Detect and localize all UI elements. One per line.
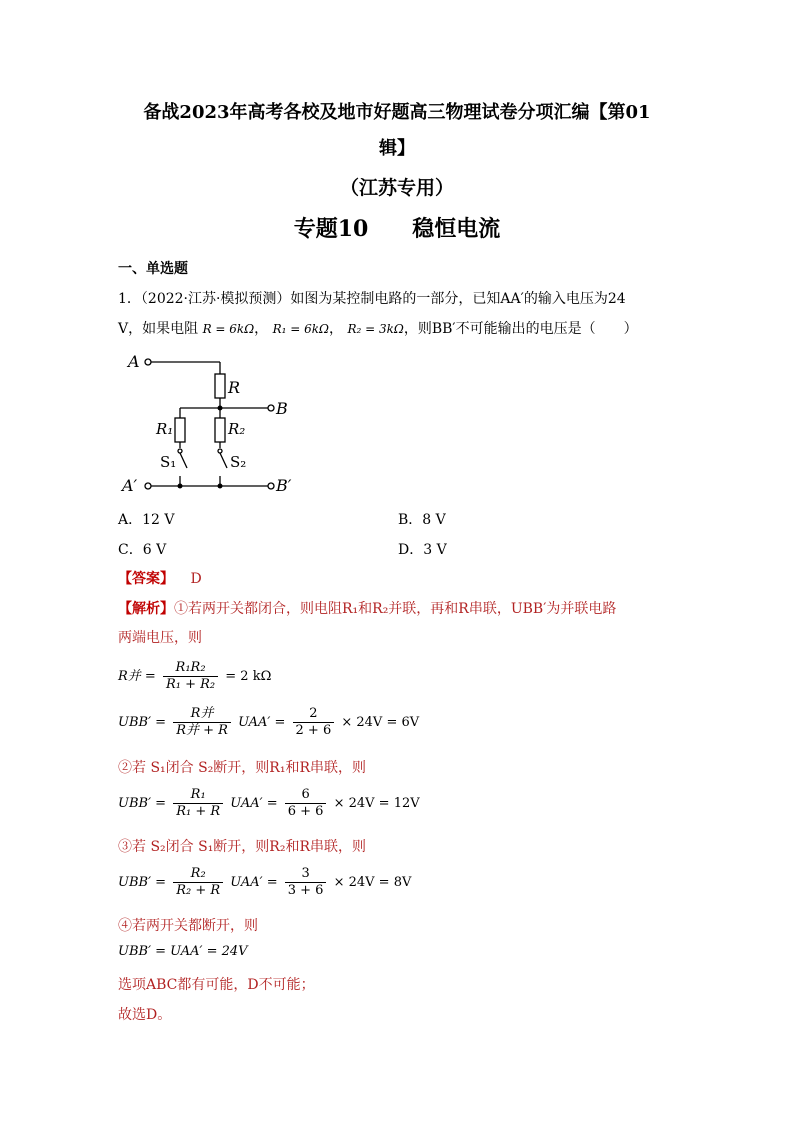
sep-2: ， (329, 321, 343, 337)
formula-3 (118, 787, 420, 820)
formula-1 (118, 660, 271, 693)
question-line-2-post: ，则BB′不可能输出的电压是（ ） (403, 321, 638, 337)
r-value: R = 6kΩ (202, 322, 255, 336)
f4-lhs: UBB′ = (118, 875, 167, 890)
label-r2: R₂ (228, 420, 246, 438)
question-line-2 (118, 314, 738, 344)
label-s2: S₂ (230, 453, 247, 471)
f2-num2: 2 (293, 706, 335, 723)
option-a: A．12 V (118, 512, 175, 528)
f4-den: R₂ + R (176, 883, 221, 898)
f2-rhs: × 24V = 6V (341, 715, 420, 730)
f2-lhs: UBB′ = (118, 715, 167, 730)
analysis-line-1 (118, 598, 678, 618)
analysis-tag: 【解析】 (118, 601, 174, 617)
f3-frac-2 (285, 787, 327, 820)
f1-frac (163, 660, 218, 693)
f2-num: R并 (173, 706, 231, 723)
option-b: B．8 V (398, 512, 446, 528)
r1-value: R₁ = 6kΩ (272, 322, 329, 336)
option-d: D．3 V (398, 542, 447, 558)
f2-mid: UAA′ = (238, 715, 286, 730)
f3-rhs: × 24V = 12V (333, 796, 420, 811)
topic-heading: 专题10 稳恒电流 (293, 216, 501, 242)
formula-4 (118, 866, 411, 899)
sep-1: ， (254, 321, 269, 337)
f3-frac-1 (173, 787, 223, 820)
f4-num: R₂ (173, 866, 223, 883)
question-line-1: 1．（2022·江苏·模拟预测）如图为某控制电路的一部分，已知AA′的输入电压为24 (118, 291, 626, 307)
formula-2 (118, 706, 419, 739)
f4-rhs: × 24V = 8V (333, 875, 412, 890)
analysis-p2: ②若 S₁闭合 S₂断开，则R₁和R串联，则 (118, 760, 367, 776)
answer-line (118, 568, 202, 588)
f3-den: R₁ + R (176, 804, 221, 819)
answer-tag: 【答案】 (118, 571, 174, 587)
label-a: A (128, 352, 140, 371)
section-label: 一、单选题 (118, 261, 188, 277)
option-c: C．6 V (118, 542, 167, 558)
r2-value: R₂ = 3kΩ (347, 322, 404, 336)
f4-frac-2 (285, 866, 327, 899)
formula-5: UBB′ = UAA′ = 24V (118, 944, 248, 959)
f4-frac-1 (173, 866, 223, 899)
title-line-1: 备战2023年高考各校及地市好题高三物理试卷分项汇编【第01 (143, 102, 651, 123)
f3-lhs: UBB′ = (118, 796, 167, 811)
f1-lhs: R并 = (118, 669, 156, 684)
answer-value: D (190, 571, 202, 587)
label-r1: R₁ (156, 420, 174, 438)
f2-den2: 2 + 6 (295, 723, 332, 738)
f2-den: R并 + R (176, 723, 228, 738)
f3-num2: 6 (285, 787, 327, 804)
circuit-diagram (118, 348, 318, 498)
analysis-p1: ①若两开关都闭合，则电阻R₁和R₂并联，再和R串联，UBB′为并联电路 (174, 601, 617, 617)
label-b-prime: B′ (276, 476, 292, 495)
analysis-p3: ③若 S₂闭合 S₁断开，则R₂和R串联，则 (118, 839, 367, 855)
label-s1: S₁ (160, 453, 177, 471)
f1-num: R₁R₂ (163, 660, 218, 677)
label-b: B (276, 399, 288, 418)
analysis-p4: ④若两开关都断开，则 (118, 918, 258, 934)
f4-num2: 3 (285, 866, 327, 883)
analysis-p1b: 两端电压，则 (118, 630, 202, 646)
f2-frac-1 (173, 706, 231, 739)
analysis-p5: 选项ABC都有可能，D不可能； (118, 977, 315, 993)
f3-mid: UAA′ = (230, 796, 278, 811)
f1-rhs: = 2 kΩ (225, 669, 272, 684)
f3-num: R₁ (173, 787, 223, 804)
f4-mid: UAA′ = (230, 875, 278, 890)
label-a-prime: A′ (122, 476, 138, 495)
f3-den2: 6 + 6 (287, 804, 324, 819)
question-line-2-pre: V，如果电阻 (118, 321, 199, 337)
label-r: R (228, 378, 241, 397)
f1-den: R₁ + R₂ (165, 677, 216, 692)
subtitle: （江苏专用） (339, 177, 454, 199)
analysis-p6: 故选D。 (118, 1007, 172, 1023)
title-line-2: 辑】 (379, 138, 415, 159)
f2-frac-2 (293, 706, 335, 739)
f4-den2: 3 + 6 (287, 883, 324, 898)
